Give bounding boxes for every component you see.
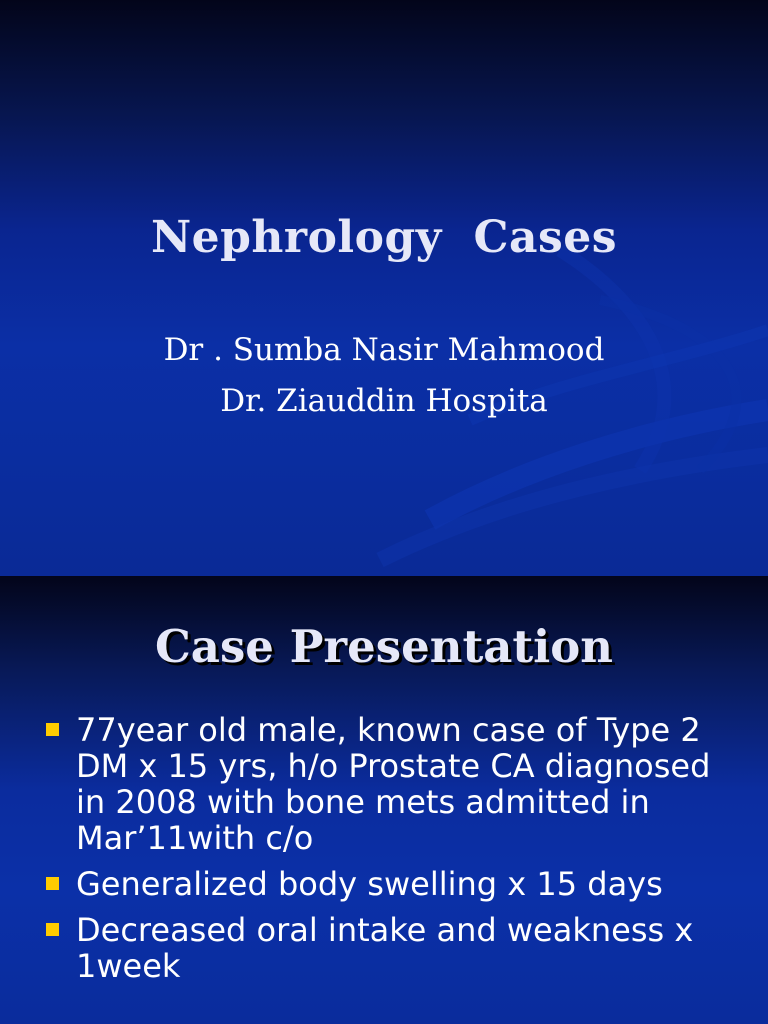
author-name: Dr . Sumba Nasir Mahmood: [163, 332, 605, 368]
square-bullet-icon: [46, 923, 59, 936]
list-item: [46, 912, 746, 984]
list-item: [46, 866, 746, 902]
bullet-list: [46, 712, 746, 994]
list-item: [46, 712, 746, 856]
bullet-text: Generalized body swelling x 15 days: [76, 865, 663, 903]
bullet-text: Decreased oral intake and weakness x 1week: [76, 911, 694, 985]
content-slide: [0, 576, 768, 1024]
bullet-text: 77year old male, known case of Type 2 DM x 15 yrs, h/o Prostate CA diagnosed in 2008 with bone mets admitted in Mar’11with c/o: [76, 711, 711, 857]
square-bullet-icon: [46, 877, 59, 890]
author-affiliation: Dr. Ziauddin Hospita: [220, 383, 548, 419]
slide-title: Nephrology Cases: [150, 212, 618, 263]
square-bullet-icon: [46, 723, 59, 736]
slide-title: Case Presentation: [154, 620, 614, 673]
